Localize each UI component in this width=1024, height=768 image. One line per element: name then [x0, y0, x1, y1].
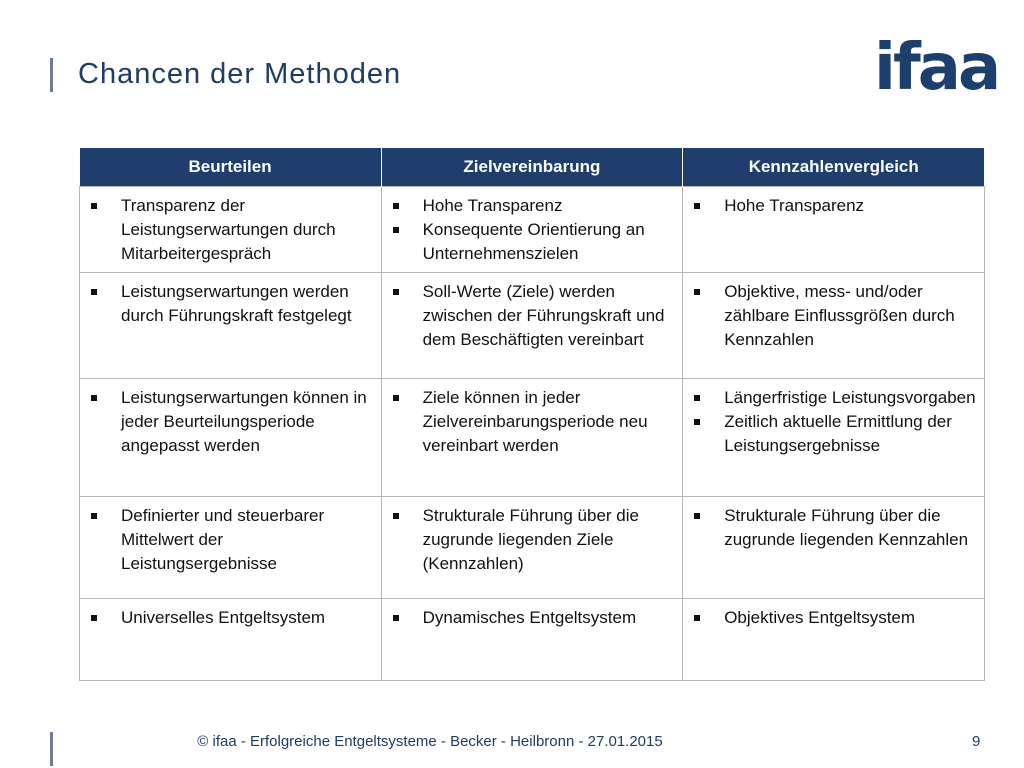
bullet-item: Konsequente Orientierung an Unternehmenszielen [390, 218, 675, 266]
bullet-item: Leistungserwartungen werden durch Führungskraft festgelegt [88, 280, 373, 328]
table-cell [80, 273, 382, 379]
table-row [80, 497, 985, 599]
bullet-item: Strukturale Führung über die zugrunde liegenden Ziele (Kennzahlen) [390, 504, 675, 576]
table-cell [683, 599, 985, 681]
slide-title: Chancen der Methoden [78, 58, 402, 90]
ifaa-logo: ifaa [874, 31, 999, 105]
table-cell [381, 273, 683, 379]
methods-comparison-table [79, 148, 985, 681]
bullet-item: Hohe Transparenz [691, 194, 976, 218]
bullet-item: Soll-Werte (Ziele) werden zwischen der Führungskraft und dem Beschäftigten vereinbart [390, 280, 675, 352]
footer-text: © ifaa - Erfolgreiche Entgeltsysteme - Becker - Heilbronn - 27.01.2015 [197, 733, 663, 750]
header-beurteilen: Beurteilen [80, 148, 382, 187]
bullet-item: Leistungserwartungen können in jeder Beurteilungsperiode angepasst werden [88, 386, 373, 458]
bullet-item: Strukturale Führung über die zugrunde liegenden Kennzahlen [691, 504, 976, 552]
table-cell [80, 497, 382, 599]
bullet-item: Objektive, mess- und/oder zählbare Einflussgrößen durch Kennzahlen [691, 280, 976, 352]
bullet-item: Zeitlich aktuelle Ermittlung der Leistungsergebnisse [691, 410, 976, 458]
table-cell [80, 187, 382, 273]
table-cell [683, 273, 985, 379]
page-number: 9 [972, 733, 981, 750]
table-cell [80, 379, 382, 497]
table-row [80, 379, 985, 497]
bullet-item: Dynamisches Entgeltsystem [390, 606, 675, 630]
table-row [80, 273, 985, 379]
table-row [80, 187, 985, 273]
header-zielvereinbarung: Zielvereinbarung [381, 148, 683, 187]
bullet-item: Längerfristige Leistungsvorgaben [691, 386, 976, 410]
table-cell [683, 497, 985, 599]
bullet-item: Universelles Entgeltsystem [88, 606, 373, 630]
table-cell [683, 379, 985, 497]
table-cell [381, 379, 683, 497]
table-cell [80, 599, 382, 681]
bullet-item: Definierter und steuerbarer Mittelwert der Leistungsergebnisse [88, 504, 373, 576]
table-row [80, 599, 985, 681]
header-kennzahlenvergleich: Kennzahlenvergleich [683, 148, 985, 187]
bullet-item: Hohe Transparenz [390, 194, 675, 218]
bullet-item: Ziele können in jeder Zielvereinbarungsperiode neu vereinbart werden [390, 386, 675, 458]
table-cell [381, 497, 683, 599]
table-cell [381, 599, 683, 681]
bullet-item: Objektives Entgeltsystem [691, 606, 976, 630]
bullet-item: Transparenz der Leistungserwartungen durch Mitarbeitergespräch [88, 194, 373, 266]
table-cell [683, 187, 985, 273]
title-accent-bar [50, 58, 53, 92]
table-cell [381, 187, 683, 273]
table-header-row [80, 148, 985, 187]
